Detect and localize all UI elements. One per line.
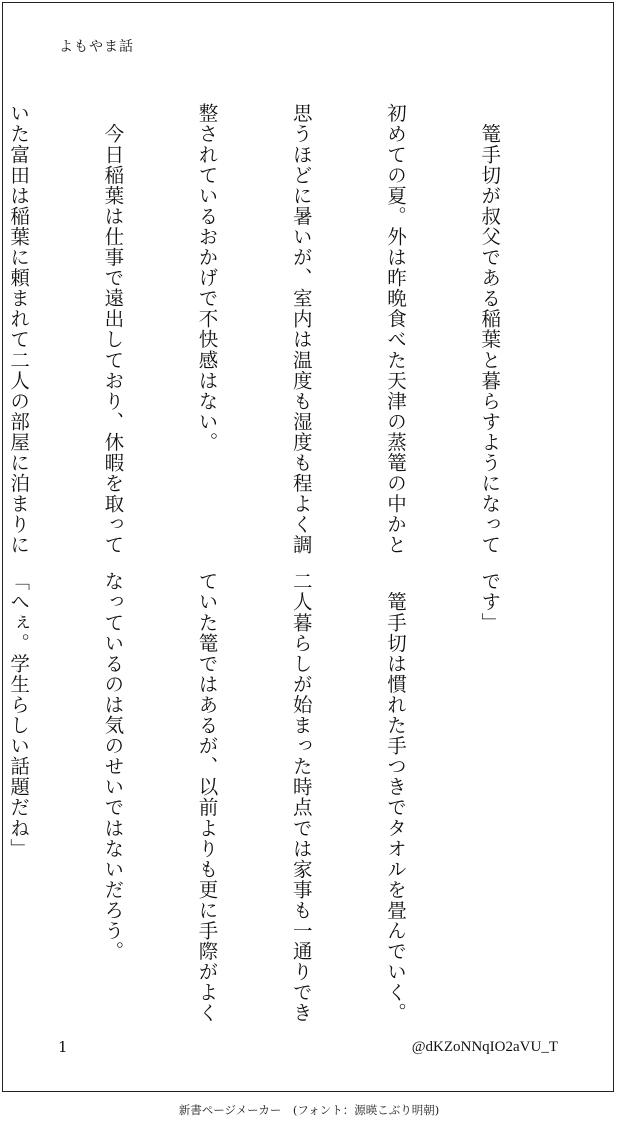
author-handle: @dKZoNNqIO2aVU_T [411, 1039, 558, 1055]
page-number: 1 [58, 1038, 68, 1056]
running-header-title: よもやま話 [59, 39, 134, 55]
generator-credit: 新書ページメーカー (フォント：源暎こぶり明朝) [178, 1103, 440, 1117]
text-column: 整されているおかげで不快感はない。 [195, 103, 219, 453]
text-column: なっているのは気のせいではないだろう。 [101, 571, 125, 962]
text-column: 今日稲葉は仕事で遠出しており、休暇を取って [101, 103, 125, 556]
text-block-bottom [0, 571, 568, 1024]
text-column: 篭手切は慣れた手つきでタオルを畳んでいく。 [383, 571, 407, 1024]
text-column: です」 [478, 571, 502, 633]
text-column: いた富田は稲葉に頼まれて二人の部屋に泊まりに [7, 103, 31, 556]
text-column: ていた篭ではあるが、以前よりも更に手際がよく [195, 571, 219, 1024]
text-column: 「へぇ。学生らしい話題だね」 [7, 571, 31, 859]
text-column: 初めての夏。外は昨晩食べた天津の蒸篭の中かと [383, 103, 407, 556]
page-frame [2, 2, 614, 1092]
text-column: 二人暮らしが始まった時点では家事も一通りでき [289, 571, 313, 1024]
text-block-top [0, 103, 568, 556]
text-column: 篭手切が叔父である稲葉と暮らすようになって [478, 103, 502, 556]
text-column: 思うほどに暑いが、室内は温度も湿度も程よく調 [289, 103, 313, 556]
